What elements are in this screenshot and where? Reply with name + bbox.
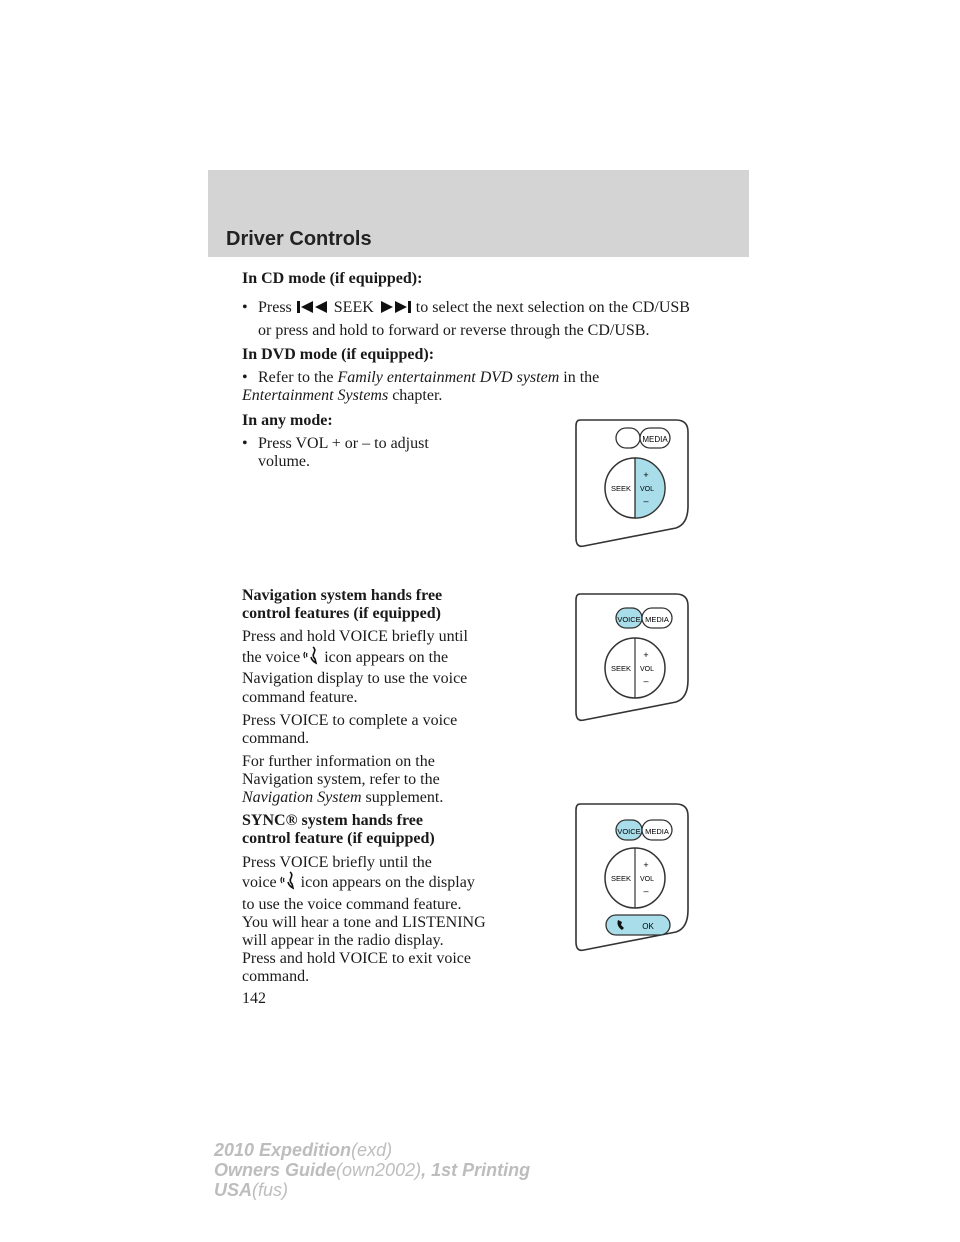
cd-bullet-line1 — [258, 297, 690, 318]
cd-rest-text: to select the next selection on the CD/USB — [415, 299, 690, 316]
minus-label: – — [643, 496, 649, 506]
voice-icon — [279, 870, 299, 890]
dvd-pre-text: Refer to the — [258, 369, 334, 386]
footer-region: USA — [214, 1180, 253, 1200]
nav-voice-pre: the voice — [242, 649, 301, 666]
seek-forward-icon — [378, 300, 412, 314]
steering-control-panel-sync — [572, 800, 692, 952]
nav-p1-line4: command feature. — [242, 689, 358, 706]
section-title: Driver Controls — [226, 228, 372, 250]
nav-p2-line2: command. — [242, 730, 310, 747]
sync-p1-line4: You will hear a tone and LISTENING — [242, 914, 486, 931]
nav-p3-line3 — [242, 787, 443, 808]
bullet-dot: • — [242, 369, 248, 386]
voice-icon — [302, 645, 322, 665]
plus-label: + — [643, 860, 649, 870]
sync-p1-line3: to use the voice command feature. — [242, 896, 462, 913]
sync-p1-line1: Press VOICE briefly until the — [242, 854, 432, 871]
blank-button — [616, 428, 640, 448]
footer-model-code: (exd) — [351, 1140, 393, 1160]
footer-region-code: (fus) — [252, 1180, 289, 1200]
dvd-line2-post: chapter. — [392, 387, 443, 404]
nav-p1-line2 — [242, 645, 448, 668]
vol-label: VOL — [639, 666, 655, 673]
footer-guide-code: (own2002) — [336, 1160, 422, 1180]
seek-label: SEEK — [610, 874, 632, 883]
minus-label: – — [643, 676, 649, 686]
nav-heading-line1: Navigation system hands free — [242, 587, 443, 604]
nav-p2-line1: Press VOICE to complete a voice — [242, 712, 458, 729]
plus-label: + — [643, 470, 649, 480]
steering-control-panel-volume — [572, 416, 692, 550]
sync-p1-line2 — [242, 870, 475, 893]
sync-p1-line5: will appear in the radio display. — [242, 932, 444, 949]
any-mode-heading: In any mode: — [242, 412, 333, 429]
media-label: MEDIA — [645, 827, 669, 836]
dvd-post-text: in the — [563, 369, 600, 386]
footer-model: 2010 Expedition — [214, 1140, 352, 1160]
steering-control-panel-nav-voice — [572, 590, 692, 724]
seek-label: SEEK — [610, 664, 632, 673]
dvd-line2 — [242, 385, 442, 406]
minus-label: – — [643, 886, 649, 896]
bullet-dot: • — [242, 299, 248, 316]
nav-heading-line2: control features (if equipped) — [242, 605, 441, 622]
plus-label: + — [643, 650, 649, 660]
media-label: MEDIA — [642, 435, 668, 444]
footer-guide: Owners Guide — [214, 1160, 337, 1180]
sync-voice-pre: voice — [242, 874, 277, 891]
seek-back-icon — [296, 300, 330, 314]
nav-supplement-italic: Navigation System — [242, 789, 362, 806]
ok-label: OK — [642, 922, 654, 931]
bullet-dot: • — [242, 435, 248, 452]
page-footer — [214, 1140, 530, 1200]
nav-p3-line1: For further information on the — [242, 753, 435, 770]
voice-label: VOICE — [617, 827, 641, 836]
nav-p1-line1: Press and hold VOICE briefly until — [242, 628, 468, 645]
cd-press-text: Press — [258, 299, 292, 316]
seek-label: SEEK — [610, 484, 632, 493]
sync-p1-line6: Press and hold VOICE to exit voice — [242, 950, 472, 967]
sync-voice-post: icon appears on the display — [300, 874, 475, 891]
dvd-line2-italic: Entertainment Systems — [242, 387, 389, 404]
sync-p1-line7: command. — [242, 968, 310, 985]
any-bullet-line1: Press VOL + or – to adjust — [258, 435, 429, 452]
sync-heading-line1: SYNC® system hands free — [242, 812, 423, 829]
cd-bullet-line2: or press and hold to forward or reverse through the CD/USB. — [258, 322, 650, 339]
nav-supplement-post: supplement. — [365, 789, 444, 806]
sync-heading-line2: control feature (if equipped) — [242, 830, 435, 847]
voice-label: VOICE — [617, 615, 641, 624]
nav-voice-post: icon appears on the — [324, 649, 449, 666]
dvd-mode-heading: In DVD mode (if equipped): — [242, 346, 435, 363]
page-number: 142 — [242, 990, 266, 1007]
nav-p1-line3: Navigation display to use the voice — [242, 670, 468, 687]
footer-printing: , 1st Printing — [421, 1160, 531, 1180]
nav-p3-line2: Navigation system, refer to the — [242, 771, 440, 788]
cd-mode-heading: In CD mode (if equipped): — [242, 270, 423, 287]
cd-seek-text: SEEK — [333, 299, 374, 316]
vol-label: VOL — [639, 486, 655, 493]
any-bullet-line2: volume. — [258, 453, 310, 470]
section-header — [208, 170, 749, 257]
phone-ok-button — [606, 915, 670, 935]
media-label: MEDIA — [645, 615, 669, 624]
dvd-italic-text: Family entertainment DVD system — [337, 369, 560, 386]
vol-label: VOL — [639, 876, 655, 883]
